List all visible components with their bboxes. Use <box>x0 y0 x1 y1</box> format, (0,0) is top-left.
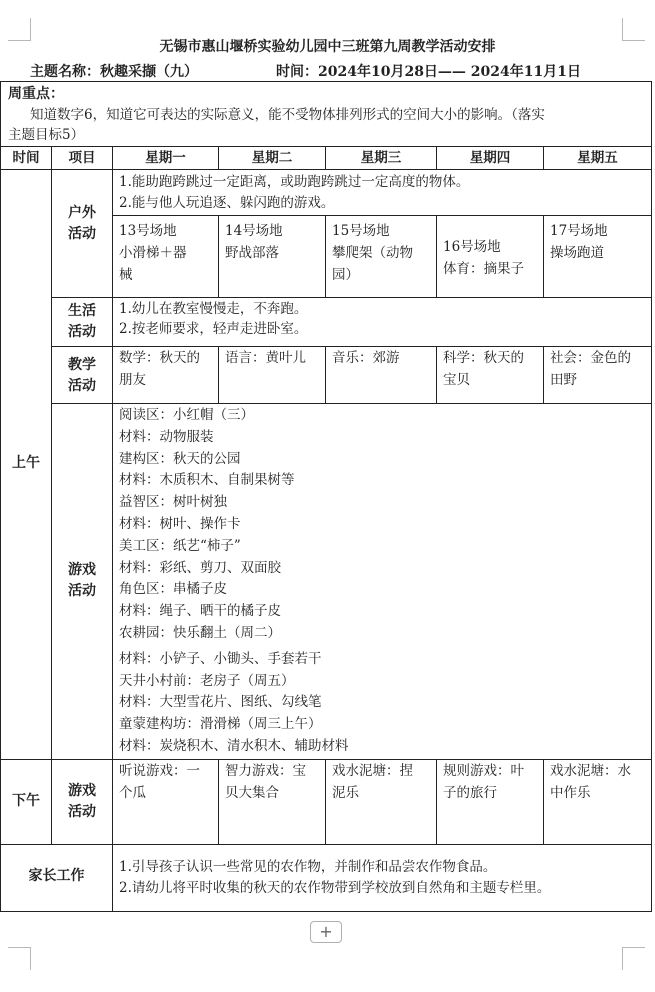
teaching-mon: 数学：秋天的 朋友 <box>119 350 200 388</box>
list-item: 角色区：串橘子皮 <box>119 581 227 598</box>
outdoor-wed: 15号场地 攀爬架（动物 园） <box>332 223 413 283</box>
week-focus-text: 主题目标5） <box>8 127 85 143</box>
afternoon-game-mon: 听说游戏：一 个瓜 <box>119 763 200 801</box>
theme-name: 主题名称：秋趣采撷（九） <box>30 64 198 80</box>
teaching-thu: 科学：秋天的 宝贝 <box>443 350 524 388</box>
list-item: 材料：小铲子、小锄头、手套若干 <box>119 650 322 667</box>
life-item: 2.按老师要求，轻声走进卧室。 <box>119 321 308 337</box>
list-item: 材料：彩纸、剪刀、双面胶 <box>119 559 281 576</box>
list-item: 阅读区：小红帽（三） <box>119 407 254 423</box>
page-corner-mark <box>622 947 645 970</box>
afternoon-game-wed: 戏水泥塘：捏 泥乐 <box>332 763 413 801</box>
date-range: 时间：2024年10月28日—— 2024年11月1日 <box>276 64 581 80</box>
document-title: 无锡市惠山堰桥实验幼儿园中三班第九周教学活动安排 <box>159 39 496 55</box>
afternoon-game-thu: 规则游戏：叶 子的旅行 <box>443 763 524 801</box>
parent-work-label: 家长工作 <box>28 868 85 884</box>
add-page-button[interactable]: + <box>310 921 342 943</box>
game-area-list <box>119 405 349 758</box>
list-item: 童蒙建构坊：滑滑梯（周三上午） <box>119 716 322 733</box>
afternoon-game-label: 游戏 活动 <box>68 783 96 820</box>
week-focus-text: 知道数字6，知道它可表达的实际意义，能不受物体排列形式的空间大小的影响。（落实 <box>30 107 545 123</box>
header-day-tue: 星期二 <box>251 150 293 166</box>
list-item: 农耕园：快乐翻土（周二） <box>119 624 281 641</box>
header-item: 项目 <box>68 150 96 166</box>
page-corner-mark <box>8 947 31 970</box>
list-item: 材料：树叶、操作卡 <box>119 515 241 532</box>
header-day-wed: 星期三 <box>360 150 402 166</box>
parent-work-item: 1.引导孩子认识一些常见的农作物，并制作和品尝农作物食品。 <box>119 859 497 875</box>
outdoor-thu: 16号场地 体育：摘果子 <box>443 239 524 277</box>
list-item: 材料：绳子、晒干的橘子皮 <box>119 603 281 620</box>
list-item: 材料：大型雪花片、图纸、勾线笔 <box>119 694 322 711</box>
outdoor-goal: 2.能与他人玩追逐、躲闪跑的游戏。 <box>119 195 335 211</box>
life-activity-label: 生活 活动 <box>68 303 96 340</box>
teaching-fri: 社会：金色的 田野 <box>550 350 631 388</box>
list-item: 材料：动物服装 <box>119 428 214 445</box>
outdoor-mon: 13号场地 小滑梯＋器 械 <box>119 223 187 283</box>
header-day-fri: 星期五 <box>577 150 618 166</box>
teaching-tue: 语言：黄叶儿 <box>225 350 306 366</box>
list-item: 建构区：秋天的公园 <box>119 450 241 467</box>
teaching-activity-label: 教学 活动 <box>68 357 96 394</box>
header-day-mon: 星期一 <box>145 150 186 166</box>
list-item: 材料：炭烧积木、清水积木、辅助材料 <box>119 737 349 754</box>
afternoon-label: 下午 <box>12 793 40 809</box>
week-focus-label: 周重点： <box>8 86 64 102</box>
list-item: 益智区：树叶树独 <box>119 494 227 511</box>
outdoor-goal: 1.能助跑跨跳过一定距离，或助跑跨跳过一定高度的物体。 <box>119 174 470 190</box>
outdoor-fri: 17号场地 操场跑道 <box>550 223 608 261</box>
outdoor-activity-label: 户外 活动 <box>68 205 96 242</box>
outdoor-tue: 14号场地 野战部落 <box>225 223 283 261</box>
list-item: 美工区：纸艺“柿子” <box>119 537 241 554</box>
list-item: 天井小村前：老房子（周五） <box>119 672 295 689</box>
life-item: 1.幼儿在教室慢慢走，不奔跑。 <box>119 301 308 317</box>
afternoon-game-fri: 戏水泥塘：水 中作乐 <box>550 763 631 801</box>
afternoon-game-tue: 智力游戏：宝 贝大集合 <box>225 763 306 801</box>
game-activity-label: 游戏 活动 <box>68 562 96 599</box>
morning-label: 上午 <box>12 455 40 471</box>
teaching-wed: 音乐：郊游 <box>332 350 400 366</box>
header-time: 时间 <box>12 150 40 166</box>
parent-work-item: 2.请幼儿将平时收集的秋天的农作物带到学校放到自然角和主题专栏里。 <box>119 880 551 896</box>
header-day-thu: 星期四 <box>469 150 511 166</box>
list-item: 材料：木质积木、自制果树等 <box>119 472 295 489</box>
